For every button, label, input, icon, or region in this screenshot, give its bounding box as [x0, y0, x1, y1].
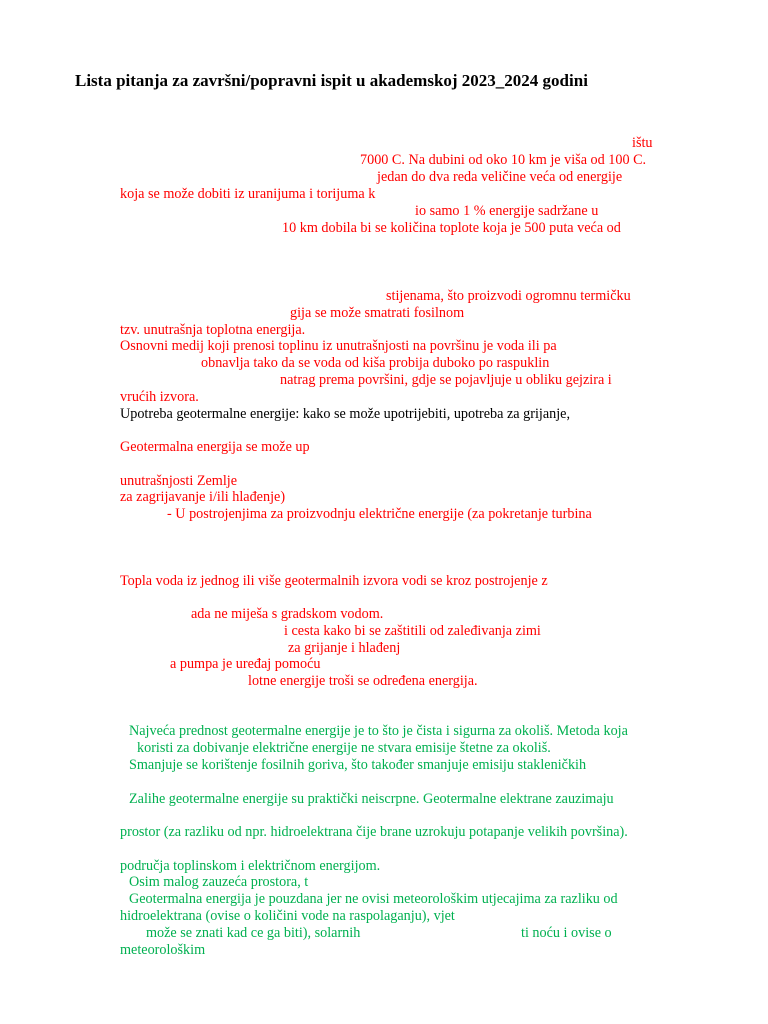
- text-line: Geotermalna energija je pouzdana jer ne ovisi meteorološkim utjecajima za razliku od: [129, 891, 618, 907]
- text-line: za zagrijavanje i/ili hlađenje): [120, 489, 286, 505]
- text-line: a pumpa je uređaj pomoću: [170, 656, 321, 672]
- text-line: natrag prema površini, gdje se pojavljuje u obliku gejzira i: [280, 372, 612, 388]
- text-line: obnavlja tako da se voda od kiša probija duboko po raspuklin: [201, 355, 550, 371]
- text-line: tzv. unutrašnja toplotna energija.: [120, 322, 306, 338]
- text-line: io samo 1 % energije sadržane u: [415, 203, 599, 219]
- document-title: Lista pitanja za završni/popravni ispit u akademskoj 2023_2024 godini: [75, 71, 588, 90]
- text-line: koja se može dobiti iz uranijuma i torijuma k: [120, 186, 376, 202]
- text-line: - U postrojenjima za proizvodnju električne energije (za pokretanje turbina: [167, 506, 592, 522]
- text-line: Topla voda iz jednog ili više geotermalnih izvora vodi se kroz postrojenje z: [120, 573, 548, 589]
- text-line: za grijanje i hlađenj: [288, 640, 401, 656]
- text-line: ti noću i ovise o: [521, 925, 612, 941]
- text-line: može se znati kad ce ga biti), solarnih: [146, 925, 361, 941]
- text-line: Smanjuje se korištenje fosilnih goriva, što također smanjuje emisiju stakleničkih: [129, 757, 587, 773]
- text-line: koristi za dobivanje električne energije ne stvara emisije štetne za okoliš.: [137, 740, 551, 756]
- text-line: ištu: [632, 135, 653, 151]
- text-line: Geotermalna energija se može up: [120, 439, 310, 455]
- text-line: Zalihe geotermalne energije su praktički neiscrpne. Geotermalne elektrane zauzimaju: [129, 791, 614, 807]
- text-line: Osnovni medij koji prenosi toplinu iz unutrašnjosti na površinu je voda ili pa: [120, 338, 557, 354]
- text-line: stijenama, što proizvodi ogromnu termičku: [386, 288, 631, 304]
- text-line: jedan do dva reda veličine veća od energije: [377, 169, 623, 185]
- text-line: meteorološkim: [120, 942, 206, 958]
- text-line: gija se može smatrati fosilnom: [290, 305, 465, 321]
- text-line: ada ne miješa s gradskom vodom.: [191, 606, 384, 622]
- text-line: lotne energije troši se određena energija.: [248, 673, 478, 689]
- text-line: hidroelektrana (ovise o količini vode na raspolaganju), vjet: [120, 908, 455, 924]
- text-line: i cesta kako bi se zaštitili od zaleđivanja zimi: [284, 623, 541, 639]
- text-line: unutrašnjosti Zemlje: [120, 473, 238, 489]
- section-heading: Upotreba geotermalne energije: kako se može upotrijebiti, upotreba za grijanje,: [120, 406, 571, 422]
- text-line: područja toplinskom i električnom energijom.: [120, 858, 381, 874]
- text-line: Osim malog zauzeća prostora, t: [129, 874, 309, 890]
- text-line: prostor (za razliku od npr. hidroelektrana čije brane uzrokuju potapanje velikih površina).: [120, 824, 628, 840]
- text-line: 10 km dobila bi se količina toplote koja je 500 puta veća od: [282, 220, 621, 236]
- text-line: 7000 C. Na dubini od oko 10 km je viša od 100 C.: [360, 152, 647, 168]
- text-line: vrućih izvora.: [120, 389, 199, 405]
- text-line: Najveća prednost geotermalne energije je to što je čista i sigurna za okoliš. Metoda koja: [129, 723, 628, 739]
